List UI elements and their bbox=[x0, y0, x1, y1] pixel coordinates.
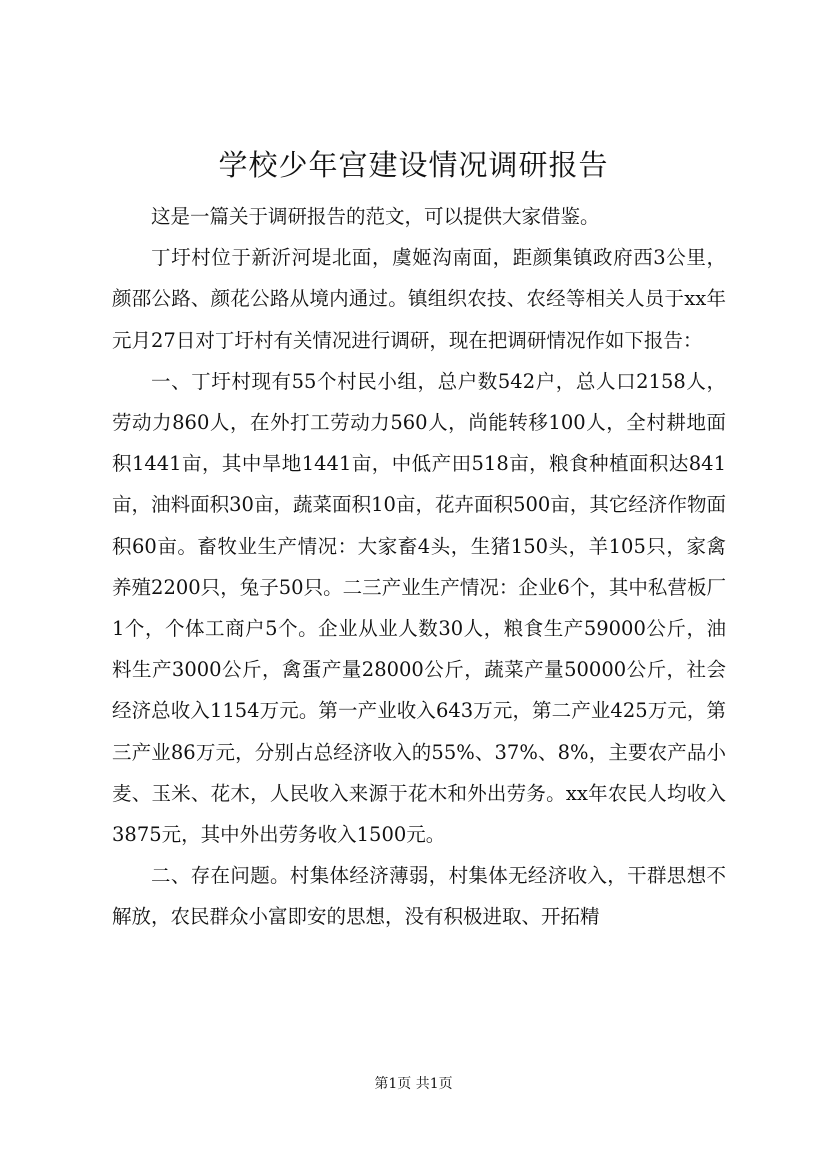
document-body bbox=[112, 196, 726, 938]
paragraph-location: 丁圩村位于新沂河堤北面，虞姬沟南面，距颜集镇政府西3公里，颜邵公路、颜花公路从境内通过。镇组织农技、农经等相关人员于xx年元月27日对丁圩村有关情况进行调研，现在把调研情况作如下报告： bbox=[112, 246, 726, 352]
document-title: 学校少年宫建设情况调研报告 bbox=[218, 148, 609, 182]
paragraph-statistics: 一、丁圩村现有55个村民小组，总户数542户，总人口2158人，劳动力860人，在外打工劳动力560人，尚能转移100人，全村耕地面积1441亩，其中旱地1441亩，中低产田518亩，粮食种植面积达841亩，油料面积30亩，蔬菜面积10亩，花卉面积500亩，其它经济作物面积60亩。畜牧业生产情况：大家畜4头，生猪150头，羊105只，家禽养殖2200只，兔子50只。二三产业生产情况：企业6个，其中私营板厂1个，个体工商户5个。企业从业人数30人，粮食生产59000公斤，油料生产3000公斤，禽蛋产量28000公斤，蔬菜产量50000公斤，社会经济总收入1154万元。第一产业收入643万元，第二产业425万元，第三产业86万元，分别占总经济收入的55%、37%、8%，主要农产品小麦、玉米、花木，人民收入来源于花木和外出劳务。xx年农民人均收入3875元，其中外出劳务收入1500元。 bbox=[112, 369, 726, 847]
paragraph-problems: 二、存在问题。村集体经济薄弱，村集体无经济收入，干群思想不解放，农民群众小富即安的思想，没有积极进取、开拓精 bbox=[112, 864, 726, 929]
paragraph-intro: 这是一篇关于调研报告的范文，可以提供大家借鉴。 bbox=[151, 205, 600, 228]
page-footer: 第1页 共1页 bbox=[374, 1076, 453, 1092]
